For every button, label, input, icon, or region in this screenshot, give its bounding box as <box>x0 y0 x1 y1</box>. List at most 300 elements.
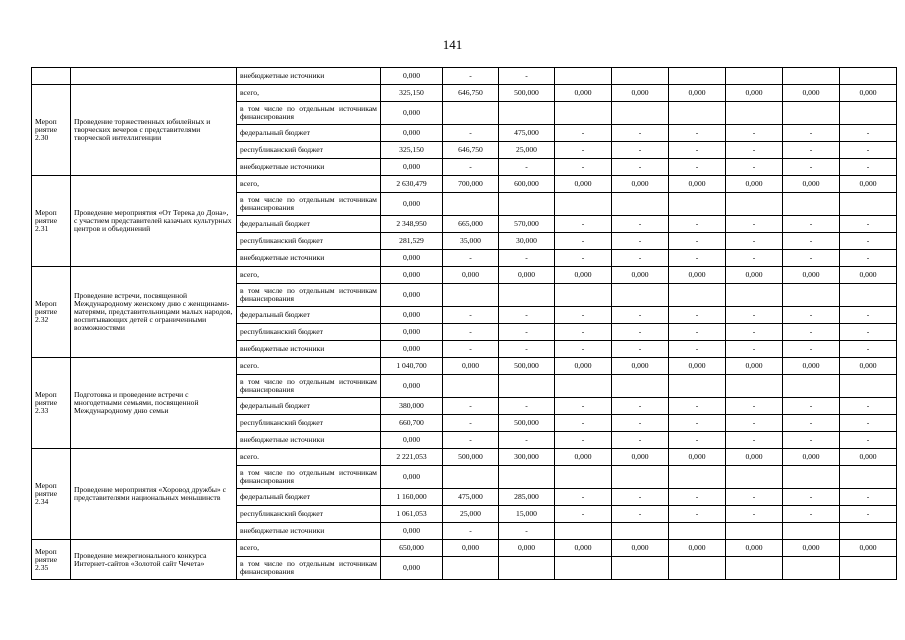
amount-cell <box>555 557 612 580</box>
amount-cell: - <box>783 233 840 250</box>
funding-source-cell: федеральный бюджет <box>237 125 381 142</box>
amount-cell: 0,000 <box>555 449 612 466</box>
amount-cell <box>669 466 726 489</box>
amount-cell: 35,000 <box>443 233 499 250</box>
amount-cell: 0,000 <box>840 449 897 466</box>
amount-cell <box>555 193 612 216</box>
amount-cell <box>612 193 669 216</box>
amount-cell: 25,000 <box>499 142 555 159</box>
amount-cell: - <box>726 341 783 358</box>
amount-cell: 300,000 <box>499 449 555 466</box>
amount-cell: 0,000 <box>783 176 840 193</box>
amount-cell <box>783 284 840 307</box>
amount-cell: - <box>783 489 840 506</box>
amount-cell <box>840 284 897 307</box>
funding-source-cell: республиканский бюджет <box>237 142 381 159</box>
amount-cell: - <box>443 250 499 267</box>
amount-cell <box>669 375 726 398</box>
amount-cell <box>783 523 840 540</box>
amount-cell: - <box>443 341 499 358</box>
amount-cell <box>783 375 840 398</box>
amount-cell: - <box>555 415 612 432</box>
amount-cell: 0,000 <box>669 540 726 557</box>
amount-cell: 0,000 <box>381 557 443 580</box>
amount-cell: 0,000 <box>381 341 443 358</box>
amount-cell <box>555 68 612 85</box>
amount-cell: 0,000 <box>381 267 443 284</box>
amount-cell: - <box>840 341 897 358</box>
amount-cell: 0,000 <box>381 250 443 267</box>
amount-cell: - <box>443 68 499 85</box>
measure-description-cell: Проведение мероприятия «Хоровод дружбы» с представителями национальных меньшинств <box>71 449 237 540</box>
amount-cell: - <box>555 398 612 415</box>
amount-cell: - <box>726 250 783 267</box>
amount-cell: - <box>669 324 726 341</box>
amount-cell: 0,000 <box>381 466 443 489</box>
funding-source-cell: всего, <box>237 540 381 557</box>
amount-cell <box>555 284 612 307</box>
amount-cell <box>443 193 499 216</box>
amount-cell <box>669 68 726 85</box>
amount-cell: 700,000 <box>443 176 499 193</box>
funding-source-cell: федеральный бюджет <box>237 216 381 233</box>
amount-cell: 0,000 <box>726 358 783 375</box>
amount-cell: 0,000 <box>783 267 840 284</box>
funding-source-cell: в том числе по отдельным источникам финансирования <box>237 284 381 307</box>
amount-cell <box>840 68 897 85</box>
amount-cell: - <box>783 324 840 341</box>
amount-cell: - <box>840 307 897 324</box>
amount-cell <box>840 466 897 489</box>
amount-cell: 285,000 <box>499 489 555 506</box>
amount-cell: - <box>783 341 840 358</box>
amount-cell <box>669 193 726 216</box>
amount-cell: 0,000 <box>612 267 669 284</box>
amount-cell: - <box>669 415 726 432</box>
amount-cell: - <box>612 398 669 415</box>
amount-cell: 2 630,479 <box>381 176 443 193</box>
amount-cell: 500,000 <box>499 358 555 375</box>
amount-cell <box>499 284 555 307</box>
funding-source-cell: федеральный бюджет <box>237 489 381 506</box>
amount-cell: - <box>840 506 897 523</box>
measure-number-cell: Мероп риятие 2.32 <box>32 267 71 358</box>
amount-cell: - <box>555 307 612 324</box>
amount-cell: - <box>555 432 612 449</box>
amount-cell: - <box>840 159 897 176</box>
measure-number-cell: Мероп риятие 2.34 <box>32 449 71 540</box>
amount-cell: - <box>840 432 897 449</box>
table-row <box>32 358 897 375</box>
amount-cell: - <box>669 489 726 506</box>
amount-cell: - <box>783 142 840 159</box>
amount-cell: - <box>669 307 726 324</box>
amount-cell: 0,000 <box>783 85 840 102</box>
amount-cell: 0,000 <box>381 375 443 398</box>
amount-cell: 0,000 <box>443 358 499 375</box>
amount-cell: - <box>669 125 726 142</box>
amount-cell: 0,000 <box>669 176 726 193</box>
amount-cell <box>443 102 499 125</box>
funding-source-cell: республиканский бюджет <box>237 506 381 523</box>
amount-cell: 0,000 <box>381 307 443 324</box>
amount-cell <box>612 523 669 540</box>
amount-cell: 0,000 <box>381 523 443 540</box>
amount-cell <box>840 193 897 216</box>
table-row <box>32 540 897 557</box>
measure-description-cell: Проведение встречи, посвященной Международному женскому дню с женщинами-матерями, представительницами малых народов, воспитывающих детей с ограниченными возможностями <box>71 267 237 358</box>
amount-cell <box>669 557 726 580</box>
amount-cell: 0,000 <box>381 284 443 307</box>
amount-cell: - <box>783 432 840 449</box>
amount-cell: - <box>726 233 783 250</box>
amount-cell <box>499 193 555 216</box>
funding-source-cell: всего, <box>237 176 381 193</box>
amount-cell: - <box>726 415 783 432</box>
amount-cell: 0,000 <box>783 449 840 466</box>
amount-cell: - <box>443 523 499 540</box>
amount-cell <box>726 68 783 85</box>
amount-cell <box>443 375 499 398</box>
amount-cell <box>443 284 499 307</box>
amount-cell: - <box>612 415 669 432</box>
funding-source-cell: всего. <box>237 449 381 466</box>
amount-cell: 650,000 <box>381 540 443 557</box>
amount-cell <box>555 466 612 489</box>
amount-cell <box>726 102 783 125</box>
amount-cell: - <box>443 432 499 449</box>
amount-cell: 0,000 <box>840 267 897 284</box>
amount-cell <box>783 193 840 216</box>
amount-cell: 0,000 <box>669 85 726 102</box>
amount-cell: - <box>499 68 555 85</box>
amount-cell: - <box>726 125 783 142</box>
amount-cell <box>840 102 897 125</box>
amount-cell: - <box>669 216 726 233</box>
amount-cell <box>783 466 840 489</box>
amount-cell <box>669 102 726 125</box>
amount-cell: 646,750 <box>443 142 499 159</box>
amount-cell: 475,000 <box>499 125 555 142</box>
amount-cell: 0,000 <box>726 449 783 466</box>
amount-cell: - <box>443 125 499 142</box>
amount-cell: 0,000 <box>381 125 443 142</box>
amount-cell: - <box>555 159 612 176</box>
funding-source-cell: в том числе по отдельным источникам финансирования <box>237 375 381 398</box>
amount-cell: - <box>612 216 669 233</box>
amount-cell: 475,000 <box>443 489 499 506</box>
amount-cell: - <box>443 324 499 341</box>
financing-table <box>31 67 897 580</box>
amount-cell: 0,000 <box>612 358 669 375</box>
amount-cell: - <box>612 324 669 341</box>
amount-cell: - <box>499 341 555 358</box>
funding-source-cell: республиканский бюджет <box>237 415 381 432</box>
amount-cell <box>726 557 783 580</box>
amount-cell: 0,000 <box>555 176 612 193</box>
amount-cell: 0,000 <box>381 102 443 125</box>
amount-cell: - <box>612 432 669 449</box>
measure-number-cell <box>32 68 71 85</box>
amount-cell: 0,000 <box>612 85 669 102</box>
amount-cell: 325,150 <box>381 142 443 159</box>
amount-cell: 0,000 <box>612 540 669 557</box>
amount-cell: - <box>612 159 669 176</box>
funding-source-cell: в том числе по отдельным источникам финансирования <box>237 466 381 489</box>
amount-cell <box>555 523 612 540</box>
amount-cell: - <box>443 307 499 324</box>
amount-cell: - <box>499 159 555 176</box>
amount-cell: 0,000 <box>726 267 783 284</box>
amount-cell: 15,000 <box>499 506 555 523</box>
amount-cell <box>499 102 555 125</box>
amount-cell: 0,000 <box>726 176 783 193</box>
funding-source-cell: внебюджетные источники <box>237 341 381 358</box>
amount-cell <box>443 466 499 489</box>
amount-cell: - <box>726 159 783 176</box>
funding-source-cell: всего, <box>237 85 381 102</box>
amount-cell <box>726 193 783 216</box>
amount-cell: - <box>726 324 783 341</box>
amount-cell: - <box>783 216 840 233</box>
amount-cell: - <box>669 341 726 358</box>
amount-cell: 0,000 <box>612 176 669 193</box>
amount-cell: - <box>669 233 726 250</box>
amount-cell: 325,150 <box>381 85 443 102</box>
amount-cell: - <box>726 432 783 449</box>
amount-cell: 0,000 <box>669 449 726 466</box>
amount-cell: - <box>499 432 555 449</box>
amount-cell: - <box>783 250 840 267</box>
amount-cell: 0,000 <box>381 193 443 216</box>
amount-cell: - <box>783 398 840 415</box>
amount-cell <box>612 466 669 489</box>
amount-cell <box>726 523 783 540</box>
measure-description-cell: Проведение торжественных юбилейных и творческих вечеров с представителями творческой интеллигенции <box>71 85 237 176</box>
amount-cell: - <box>555 506 612 523</box>
amount-cell <box>499 466 555 489</box>
amount-cell: - <box>726 489 783 506</box>
funding-source-cell: внебюджетные источники <box>237 68 381 85</box>
amount-cell <box>443 557 499 580</box>
amount-cell: - <box>612 506 669 523</box>
amount-cell: - <box>669 506 726 523</box>
amount-cell: - <box>555 125 612 142</box>
amount-cell: 1 040,700 <box>381 358 443 375</box>
amount-cell <box>612 375 669 398</box>
amount-cell: 500,000 <box>443 449 499 466</box>
amount-cell: - <box>840 142 897 159</box>
amount-cell <box>499 375 555 398</box>
amount-cell: - <box>612 489 669 506</box>
amount-cell: - <box>840 233 897 250</box>
amount-cell: 1 061,053 <box>381 506 443 523</box>
amount-cell: 0,000 <box>499 540 555 557</box>
amount-cell <box>555 375 612 398</box>
amount-cell: - <box>612 233 669 250</box>
amount-cell: - <box>726 216 783 233</box>
amount-cell: 0,000 <box>555 267 612 284</box>
amount-cell: 500,000 <box>499 85 555 102</box>
amount-cell <box>840 523 897 540</box>
amount-cell: 0,000 <box>783 358 840 375</box>
amount-cell: 0,000 <box>555 540 612 557</box>
amount-cell: - <box>783 415 840 432</box>
amount-cell: 0,000 <box>669 267 726 284</box>
amount-cell <box>783 102 840 125</box>
amount-cell: - <box>726 307 783 324</box>
amount-cell: - <box>783 307 840 324</box>
measure-description-cell <box>71 68 237 85</box>
amount-cell <box>612 68 669 85</box>
amount-cell: 0,000 <box>783 540 840 557</box>
page-number: 141 <box>442 37 463 52</box>
amount-cell: - <box>499 523 555 540</box>
measure-number-cell: Мероп риятие 2.35 <box>32 540 71 580</box>
measure-number-cell: Мероп риятие 2.30 <box>32 85 71 176</box>
amount-cell: 0,000 <box>840 85 897 102</box>
amount-cell: - <box>499 307 555 324</box>
amount-cell: - <box>612 125 669 142</box>
amount-cell: 0,000 <box>840 176 897 193</box>
measure-number-cell: Мероп риятие 2.31 <box>32 176 71 267</box>
amount-cell <box>669 523 726 540</box>
amount-cell: - <box>612 341 669 358</box>
amount-cell: 0,000 <box>726 85 783 102</box>
amount-cell: - <box>443 398 499 415</box>
amount-cell: 500,000 <box>499 415 555 432</box>
funding-source-cell: внебюджетные источники <box>237 523 381 540</box>
amount-cell: - <box>726 506 783 523</box>
funding-source-cell: внебюджетные источники <box>237 159 381 176</box>
amount-cell: 0,000 <box>669 358 726 375</box>
amount-cell: - <box>840 250 897 267</box>
amount-cell <box>840 557 897 580</box>
amount-cell: - <box>840 489 897 506</box>
table-row <box>32 176 897 193</box>
amount-cell <box>783 68 840 85</box>
amount-cell: - <box>612 307 669 324</box>
amount-cell: - <box>555 142 612 159</box>
amount-cell <box>783 557 840 580</box>
amount-cell: 0,000 <box>555 85 612 102</box>
table-row <box>32 449 897 466</box>
amount-cell <box>612 284 669 307</box>
amount-cell: 2 348,950 <box>381 216 443 233</box>
amount-cell: - <box>840 125 897 142</box>
amount-cell: 665,000 <box>443 216 499 233</box>
amount-cell: 1 160,000 <box>381 489 443 506</box>
amount-cell <box>726 284 783 307</box>
amount-cell: 0,000 <box>555 358 612 375</box>
funding-source-cell: в том числе по отдельным источникам финансирования <box>237 102 381 125</box>
amount-cell: 0,000 <box>499 267 555 284</box>
amount-cell: - <box>669 142 726 159</box>
funding-source-cell: республиканский бюджет <box>237 324 381 341</box>
measure-number-cell: Мероп риятие 2.33 <box>32 358 71 449</box>
amount-cell <box>840 375 897 398</box>
funding-source-cell: республиканский бюджет <box>237 233 381 250</box>
funding-source-cell: федеральный бюджет <box>237 307 381 324</box>
amount-cell: - <box>555 489 612 506</box>
amount-cell: 0,000 <box>726 540 783 557</box>
amount-cell: - <box>555 324 612 341</box>
amount-cell: - <box>726 398 783 415</box>
funding-source-cell: всего, <box>237 267 381 284</box>
amount-cell: 646,750 <box>443 85 499 102</box>
amount-cell: 0,000 <box>381 159 443 176</box>
measure-description-cell: Проведение межрегионального конкурса Интернет-сайтов «Золотой сайт Чечета» <box>71 540 237 580</box>
amount-cell: 0,000 <box>443 540 499 557</box>
amount-cell: - <box>783 125 840 142</box>
amount-cell <box>612 557 669 580</box>
amount-cell: - <box>555 341 612 358</box>
amount-cell: - <box>499 398 555 415</box>
amount-cell: 281,529 <box>381 233 443 250</box>
table-row <box>32 85 897 102</box>
table-row <box>32 267 897 284</box>
funding-source-cell: всего. <box>237 358 381 375</box>
amount-cell: 0,000 <box>381 432 443 449</box>
amount-cell: - <box>840 398 897 415</box>
amount-cell: - <box>443 415 499 432</box>
amount-cell: - <box>783 506 840 523</box>
funding-source-cell: в том числе по отдельным источникам финансирования <box>237 557 381 580</box>
amount-cell: - <box>726 142 783 159</box>
amount-cell: - <box>669 250 726 267</box>
amount-cell: 0,000 <box>381 324 443 341</box>
amount-cell: - <box>555 233 612 250</box>
amount-cell <box>499 557 555 580</box>
amount-cell: 660,700 <box>381 415 443 432</box>
amount-cell: - <box>783 159 840 176</box>
measure-description-cell: Подготовка и проведение встречи с многодетными семьями, посвященной Международному дню семьи <box>71 358 237 449</box>
amount-cell: - <box>499 324 555 341</box>
amount-cell: - <box>840 216 897 233</box>
amount-cell: 570,000 <box>499 216 555 233</box>
funding-source-cell: внебюджетные источники <box>237 432 381 449</box>
measure-description-cell: Проведение мероприятия «От Терека до Дона», с участием представителей казачьих культурных центров и объединений <box>71 176 237 267</box>
amount-cell: 25,000 <box>443 506 499 523</box>
amount-cell: 2 221,053 <box>381 449 443 466</box>
amount-cell: - <box>840 324 897 341</box>
amount-cell: - <box>669 432 726 449</box>
amount-cell: 380,000 <box>381 398 443 415</box>
amount-cell: - <box>669 398 726 415</box>
amount-cell: 600,000 <box>499 176 555 193</box>
amount-cell <box>612 102 669 125</box>
amount-cell: 30,000 <box>499 233 555 250</box>
amount-cell <box>726 466 783 489</box>
amount-cell <box>726 375 783 398</box>
amount-cell: 0,000 <box>840 540 897 557</box>
funding-source-cell: федеральный бюджет <box>237 398 381 415</box>
amount-cell: - <box>612 250 669 267</box>
amount-cell: - <box>612 142 669 159</box>
amount-cell: 0,000 <box>443 267 499 284</box>
amount-cell: - <box>840 415 897 432</box>
amount-cell <box>555 102 612 125</box>
amount-cell <box>669 284 726 307</box>
funding-source-cell: внебюджетные источники <box>237 250 381 267</box>
funding-source-cell: в том числе по отдельным источникам финансирования <box>237 193 381 216</box>
amount-cell: 0,000 <box>840 358 897 375</box>
amount-cell: - <box>555 216 612 233</box>
amount-cell: - <box>443 159 499 176</box>
amount-cell: 0,000 <box>381 68 443 85</box>
amount-cell: - <box>499 250 555 267</box>
amount-cell: - <box>669 159 726 176</box>
